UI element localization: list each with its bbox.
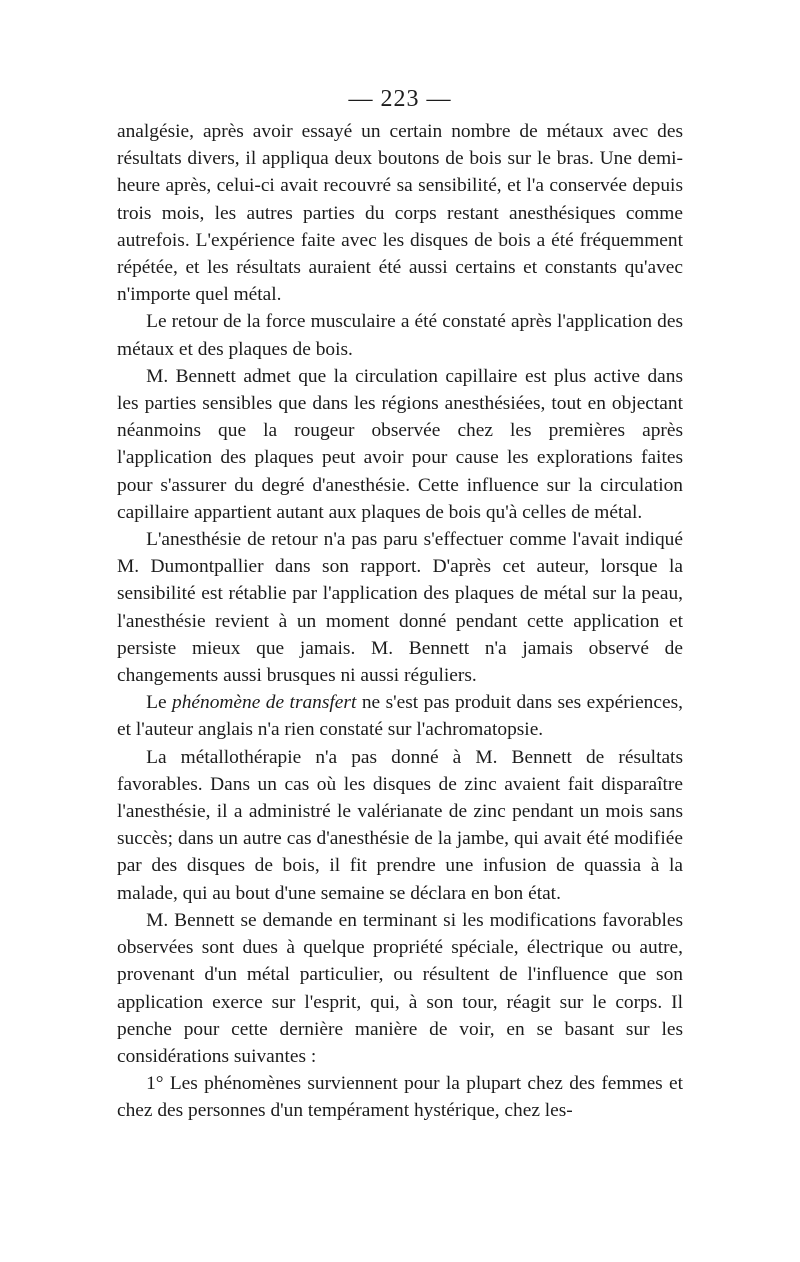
paragraph xyxy=(117,907,683,1070)
text-segment: ne s'est pas produit dans ses expériences, et l'auteur anglais n'a rien constaté sur l'achromatopsie. xyxy=(117,692,683,741)
paragraph xyxy=(117,744,683,907)
text-segment: M. Bennett se demande en terminant si les modifications favorables observées sont dues à quelque propriété spéciale, électrique ou autre, provenant d'un métal particulier, ou résultent de l'influence que son application exerce sur l'esprit, qui, à son tour, réagit sur le corps. Il penche pour cette dernière manière de voir, en se basant sur les considérations suivantes : xyxy=(117,909,683,1067)
page-number: — 223 — xyxy=(348,86,452,112)
body-text xyxy=(117,118,683,1125)
text-segment: L'anesthésie de retour n'a pas paru s'effectuer comme l'avait indiqué M. Dumontpallier dans son rapport. D'après cet auteur, lorsque la sensibilité est rétablie par l'application des plaques de métal sur la peau, l'anesthésie revient à un moment donné pendant cette application et persiste mieux que jamais. M. Bennett n'a jamais observé de changements aussi brusques ni aussi réguliers. xyxy=(117,529,683,687)
paragraph xyxy=(117,689,683,743)
paragraph xyxy=(117,308,683,362)
text-segment: analgésie, après avoir essayé un certain nombre de métaux avec des résultats divers, il appliqua deux boutons de bois sur le bras. Une demi-heure après, celui-ci avait recouvré sa sensibilité, et l'a conservée depuis trois mois, les autres parties du corps restant anesthésiques comme autrefois. L'expérience faite avec les disques de bois a été fréquemment répétée, et les résultats auraient été aussi certains et constants qu'avec n'importe quel métal. xyxy=(117,121,683,306)
text-segment: 1° Les phénomènes surviennent pour la plupart chez des femmes et chez des personnes d'un tempérament hystérique, chez les- xyxy=(117,1073,683,1122)
paragraph xyxy=(117,363,683,526)
text-segment: Le xyxy=(146,692,173,714)
paragraph xyxy=(117,118,683,308)
text-segment: La métallothérapie n'a pas donné à M. Bennett de résultats favorables. Dans un cas où les disques de zinc avaient fait disparaître l'anesthésie, il a administré le valérianate de zinc pendant un mois sans succès; dans un autre cas d'anesthésie de la jambe, qui avait été modifiée par des disques de bois, il fit prendre une infusion de quassia à la malade, qui au bout d'une semaine se déclara en bon état. xyxy=(117,746,683,904)
text-segment: M. Bennett admet que la circulation capillaire est plus active dans les parties sensibles que dans les régions anesthésiées, tout en objectant néanmoins que la rougeur observée chez les premières après l'application des plaques peut avoir pour cause les explorations faites pour s'assurer du degré d'anesthésie. Cette influence sur la circulation capillaire appartient autant aux plaques de bois qu'à celles de métal. xyxy=(117,365,683,523)
italic-term: phénomène de transfert xyxy=(172,692,357,714)
text-segment: Le retour de la force musculaire a été constaté après l'application des métaux et des plaques de bois. xyxy=(117,311,683,360)
paragraph xyxy=(117,526,683,689)
paragraph xyxy=(117,1070,683,1124)
